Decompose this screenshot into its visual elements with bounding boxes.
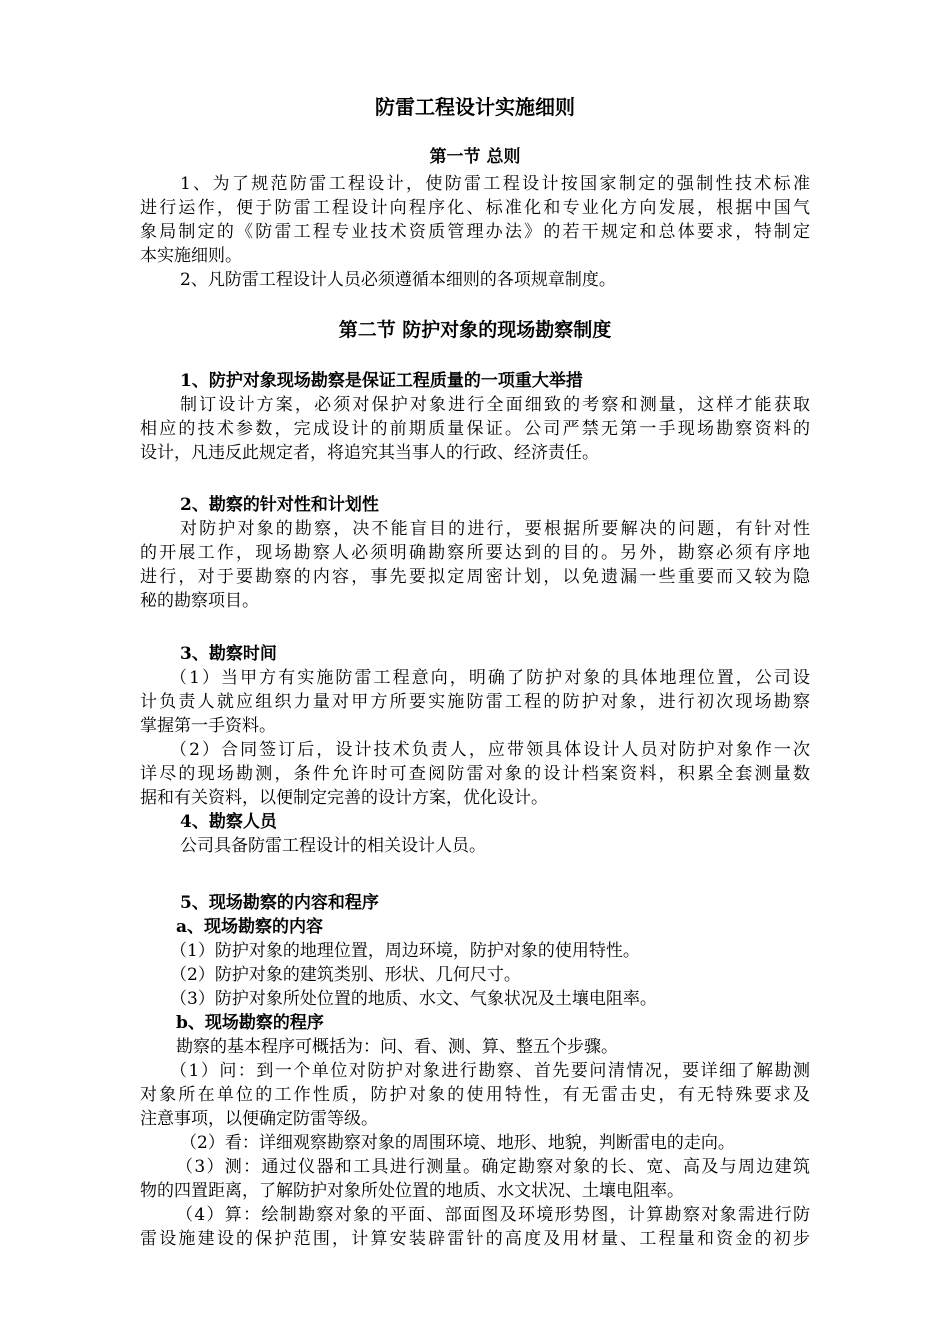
item2-heading: 2、勘察的针对性和计划性 — [180, 495, 379, 515]
item3-p1-line2: 计负责人就应组织力量对甲方所要实施防雷工程的防护对象，进行初次现场勘察 — [140, 692, 810, 712]
item5b-s3-line2: 物的四置距离，了解防护对象所处位置的地质、水文状况、土壤电阻率。 — [140, 1181, 684, 1201]
item1-line2: 相应的技术参数，完成设计的前期质量保证。公司严禁无第一手现场勘察资料的 — [140, 419, 810, 439]
section2-heading: 第二节 防护对象的现场勘察制度 — [338, 319, 612, 341]
item1-line1: 制订设计方案，必须对保护对象进行全面细致的考察和测量，这样才能获取 — [180, 395, 810, 415]
item5b-s3-line1: （3）测：通过仪器和工具进行测量。确定勘察对象的长、宽、高及与周边建筑 — [176, 1157, 810, 1177]
item5b-intro: 勘察的基本程序可概括为：问、看、测、算、整五个步骤。 — [176, 1037, 618, 1057]
item5b-s4-line2: 雷设施建设的保护范围，计算安装辟雷针的高度及用材量、工程量和资金的初步 — [140, 1229, 810, 1249]
item2-line1: 对防护对象的勘察，决不能盲目的进行，要根据所要解决的问题，有针对性 — [180, 519, 810, 539]
item1-line3: 设计，凡违反此规定者，将追究其当事人的行政、经济责任。 — [140, 443, 599, 463]
item3-p2-line1: （2）合同签订后，设计技术负责人，应带领具体设计人员对防护对象作一次 — [170, 740, 810, 760]
item3-heading: 3、勘察时间 — [180, 644, 277, 664]
item5-heading: 5、现场勘察的内容和程序 — [180, 893, 379, 913]
item3-p1-line1: （1）当甲方有实施防雷工程意向，明确了防护对象的具体地理位置，公司设 — [170, 668, 810, 688]
item5a-line3: （3）防护对象所处位置的地质、水文、气象状况及土壤电阻率。 — [170, 989, 657, 1009]
document-title: 防雷工程设计实施细则 — [375, 95, 575, 119]
item3-p2-line2: 详尽的现场勘测，条件允许时可查阅防雷对象的设计档案资料，积累全套测量数 — [140, 764, 810, 784]
item2-line2: 的开展工作，现场勘察人必须明确勘察所要达到的目的。另外，勘察必须有序地 — [140, 543, 810, 563]
section1-p1-line1: 1、为了规范防雷工程设计，使防雷工程设计按国家制定的强制性技术标准 — [180, 174, 810, 194]
section1-heading: 第一节 总则 — [429, 147, 521, 167]
item5a-heading: a、现场勘察的内容 — [176, 917, 324, 937]
item5b-s1-line2: 对象所在单位的工作性质，防护对象的使用特性，有无雷击史，有无特殊要求及 — [140, 1085, 810, 1105]
item4-heading: 4、勘察人员 — [180, 812, 277, 832]
item5a-line1: （1）防护对象的地理位置，周边环境，防护对象的使用特性。 — [170, 941, 640, 961]
item5b-heading: b、现场勘察的程序 — [176, 1013, 324, 1033]
item5a-line2: （2）防护对象的建筑类别、形状、几何尺寸。 — [170, 965, 521, 985]
item3-p1-line3: 掌握第一手资料。 — [140, 716, 276, 736]
item5b-s1-line3: 注意事项，以便确定防雷等级。 — [140, 1109, 378, 1129]
item5b-s1-line1: （1）问：到一个单位对防护对象进行勘察、首先要问清情况，要详细了解勘测 — [170, 1061, 810, 1081]
section1-p2: 2、凡防雷工程设计人员必须遵循本细则的各项规章制度。 — [180, 270, 616, 290]
section1-p1-line2: 进行运作，便于防雷工程设计向程序化、标准化和专业化方向发展，根据中国气 — [140, 198, 810, 218]
item2-line4: 秘的勘察项目。 — [140, 591, 259, 611]
item5b-s2: （2）看：详细观察勘察对象的周围环境、地形、地貌，判断雷电的走向。 — [180, 1133, 735, 1153]
item2-line3: 进行，对于要勘察的内容，事先要拟定周密计划，以免遗漏一些重要而又较为隐 — [140, 567, 810, 587]
item4-line: 公司具备防雷工程设计的相关设计人员。 — [180, 836, 486, 856]
section1-p1-line4: 本实施细则。 — [140, 246, 242, 266]
item1-heading: 1、防护对象现场勘察是保证工程质量的一项重大举措 — [180, 371, 583, 391]
item5b-s4-line1: （4）算：绘制勘察对象的平面、部面图及环境形势图，计算勘察对象需进行防 — [176, 1205, 810, 1225]
item3-p2-line3: 据和有关资料，以便制定完善的设计方案，优化设计。 — [140, 788, 548, 808]
section1-p1-line3: 象局制定的《防雷工程专业技术资质管理办法》的若干规定和总体要求，特制定 — [140, 222, 810, 242]
